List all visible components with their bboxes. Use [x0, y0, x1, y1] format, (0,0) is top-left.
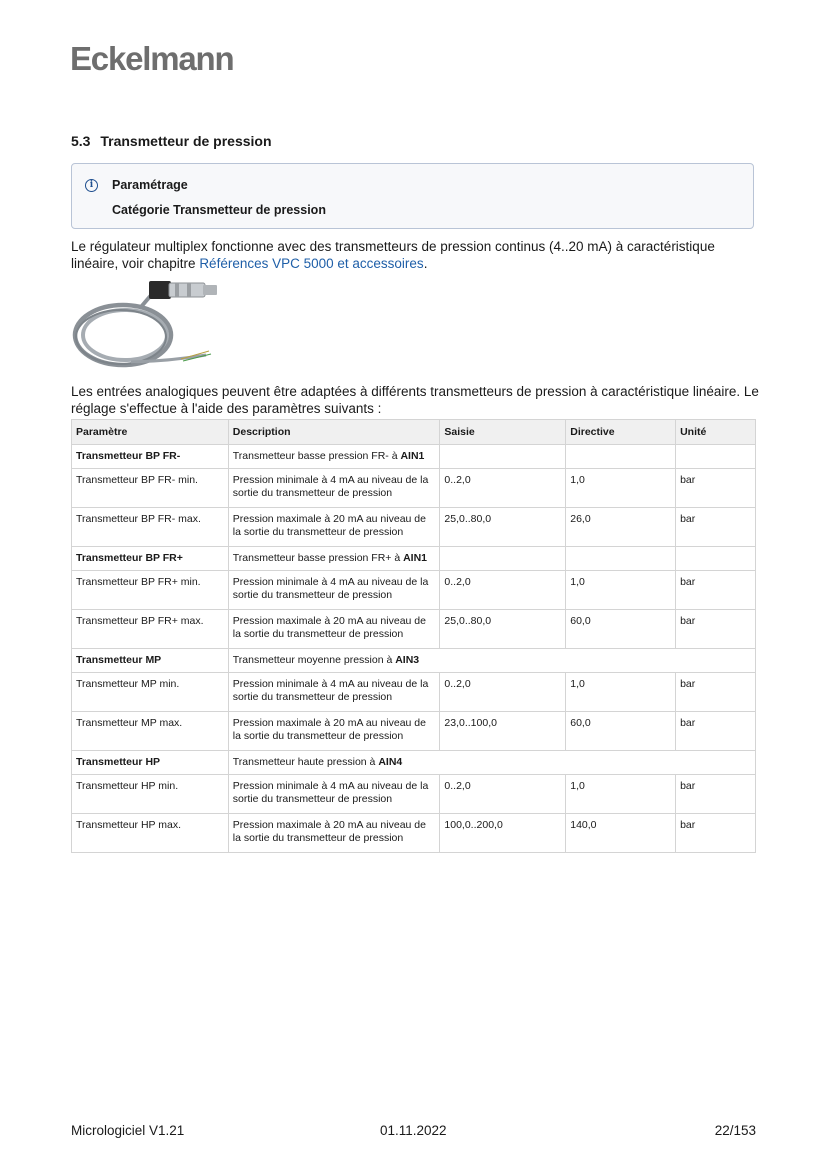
saisie-cell: 0..2,0: [440, 673, 566, 712]
table-row: [72, 469, 756, 508]
directive-cell: 26,0: [566, 508, 676, 547]
saisie-cell: [440, 547, 566, 571]
unite-cell: bar: [676, 712, 756, 751]
section-title: Transmetteur de pression: [100, 133, 272, 149]
saisie-cell: 100,0..200,0: [440, 814, 566, 853]
param-cell: Transmetteur BP FR+ max.: [72, 610, 229, 649]
description-cell: Pression minimale à 4 mA au niveau de la sortie du transmetteur de pression: [228, 571, 440, 610]
unite-cell: bar: [676, 673, 756, 712]
param-cell: Transmetteur HP: [72, 751, 229, 775]
column-header: Unité: [676, 420, 756, 445]
saisie-cell: 25,0..80,0: [440, 610, 566, 649]
intro-paragraph-2: Les entrées analogiques peuvent être adaptées à différents transmetteurs de pression à caractéristique linéaire. Le réglage s'effectue à l'aide des paramètres suivants :: [71, 384, 759, 416]
directive-cell: 140,0: [566, 814, 676, 853]
table-group-row: [72, 445, 756, 469]
description-cell: Transmetteur basse pression FR+ à AIN1: [228, 547, 440, 571]
column-header: Saisie: [440, 420, 566, 445]
saisie-cell: 23,0..100,0: [440, 712, 566, 751]
directive-cell: 60,0: [566, 610, 676, 649]
parameter-table: [71, 419, 756, 853]
table-row: [72, 571, 756, 610]
saisie-cell: [440, 445, 566, 469]
saisie-cell: 0..2,0: [440, 571, 566, 610]
description-cell: Transmetteur moyenne pression à AIN3: [228, 649, 755, 673]
param-cell: Transmetteur MP: [72, 649, 229, 673]
saisie-cell: 25,0..80,0: [440, 508, 566, 547]
footer-date: 01.11.2022: [380, 1123, 447, 1138]
table-row: [72, 712, 756, 751]
info-title: Paramétrage: [112, 178, 188, 192]
directive-cell: 1,0: [566, 469, 676, 508]
param-cell: Transmetteur MP min.: [72, 673, 229, 712]
directive-cell: 1,0: [566, 571, 676, 610]
table-row: [72, 814, 756, 853]
description-cell: Transmetteur basse pression FR- à AIN1: [228, 445, 440, 469]
table-group-row: [72, 751, 756, 775]
description-cell: Pression maximale à 20 mA au niveau de la sortie du transmetteur de pression: [228, 712, 440, 751]
pressure-transmitter-photo: [71, 277, 221, 373]
column-header: Paramètre: [72, 420, 229, 445]
info-box: [71, 163, 754, 229]
table-row: [72, 775, 756, 814]
chapter-link[interactable]: Références VPC 5000 et accessoires: [199, 256, 424, 271]
description-cell: Pression maximale à 20 mA au niveau de la sortie du transmetteur de pression: [228, 508, 440, 547]
description-cell: Pression maximale à 20 mA au niveau de la sortie du transmetteur de pression: [228, 610, 440, 649]
section-heading: [71, 133, 272, 149]
description-cell: Pression minimale à 4 mA au niveau de la sortie du transmetteur de pression: [228, 775, 440, 814]
description-cell: Transmetteur haute pression à AIN4: [228, 751, 755, 775]
unite-cell: [676, 547, 756, 571]
table-group-row: [72, 649, 756, 673]
footer-version: Micrologiciel V1.21: [71, 1123, 185, 1138]
saisie-cell: 0..2,0: [440, 775, 566, 814]
param-cell: Transmetteur BP FR- min.: [72, 469, 229, 508]
company-logo: Eckelmann: [70, 40, 234, 77]
info-subtitle: Catégorie Transmetteur de pression: [112, 203, 326, 217]
intro-text-end: .: [423, 256, 428, 271]
param-cell: Transmetteur BP FR+: [72, 547, 229, 571]
unite-cell: bar: [676, 469, 756, 508]
column-header: Description: [228, 420, 440, 445]
param-cell: Transmetteur HP min.: [72, 775, 229, 814]
unite-cell: bar: [676, 610, 756, 649]
section-number: 5.3: [71, 133, 91, 149]
info-circle-icon: i: [85, 179, 98, 192]
table-group-row: [72, 547, 756, 571]
column-header: Directive: [566, 420, 676, 445]
table-header-row: [72, 420, 756, 445]
unite-cell: bar: [676, 508, 756, 547]
intro-paragraph: [71, 238, 761, 272]
description-cell: Pression maximale à 20 mA au niveau de la sortie du transmetteur de pression: [228, 814, 440, 853]
param-cell: Transmetteur BP FR-: [72, 445, 229, 469]
param-cell: Transmetteur BP FR+ min.: [72, 571, 229, 610]
directive-cell: 60,0: [566, 712, 676, 751]
directive-cell: 1,0: [566, 775, 676, 814]
param-cell: Transmetteur MP max.: [72, 712, 229, 751]
description-cell: Pression minimale à 4 mA au niveau de la sortie du transmetteur de pression: [228, 673, 440, 712]
intro-text: Le régulateur multiplex fonctionne avec des transmetteurs de pression continus (4..20 mA) à caractéristique linéaire, voir chapitre: [71, 239, 715, 271]
unite-cell: [676, 445, 756, 469]
unite-cell: bar: [676, 775, 756, 814]
param-cell: Transmetteur HP max.: [72, 814, 229, 853]
table-row: [72, 508, 756, 547]
unite-cell: bar: [676, 571, 756, 610]
saisie-cell: 0..2,0: [440, 469, 566, 508]
param-cell: Transmetteur BP FR- max.: [72, 508, 229, 547]
description-cell: Pression minimale à 4 mA au niveau de la sortie du transmetteur de pression: [228, 469, 440, 508]
table-row: [72, 610, 756, 649]
directive-cell: [566, 547, 676, 571]
table-row: [72, 673, 756, 712]
footer-page-number: 22/153: [714, 1123, 756, 1138]
directive-cell: [566, 445, 676, 469]
unite-cell: bar: [676, 814, 756, 853]
directive-cell: 1,0: [566, 673, 676, 712]
